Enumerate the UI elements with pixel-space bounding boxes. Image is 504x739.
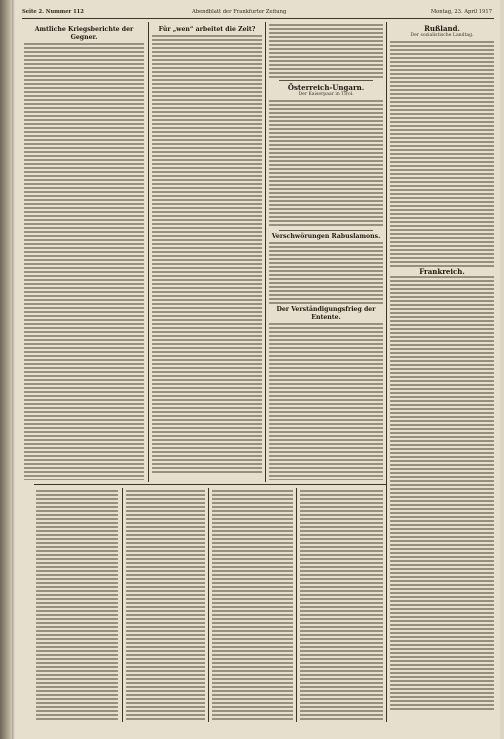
article-text: [269, 24, 383, 78]
article-text: [390, 41, 494, 267]
column-divider: [148, 22, 149, 482]
article-heading: Für „wen“ arbeitet die Zeit?: [158, 26, 256, 33]
article-column-2: [152, 24, 262, 480]
article-text: [24, 43, 144, 480]
section-rule: [279, 80, 373, 81]
binding-spine: [0, 0, 12, 739]
column-divider: [296, 488, 297, 722]
column-divider: [208, 488, 209, 722]
header-rule: [22, 18, 494, 19]
article-heading: Der Verständigungsfrieg der Entente.: [276, 306, 376, 321]
issue-date: Montag, 23. April 1917: [430, 9, 492, 15]
lower-column-4: [300, 490, 383, 722]
article-text: [390, 276, 494, 712]
article-text: [269, 323, 383, 480]
newspaper-title: Abendblatt der Frankfurter Zeitung: [192, 9, 287, 15]
section-rule: [279, 230, 373, 231]
article-column-1: [24, 24, 144, 480]
article-text: [126, 490, 205, 722]
lower-column-3: [212, 490, 293, 722]
column-divider: [265, 22, 266, 482]
article-subheading: Der sozialistische Landtag.: [410, 33, 474, 38]
section-heading: Frankreich.: [419, 267, 465, 276]
article-text: [300, 490, 383, 722]
section-divider: [34, 484, 386, 485]
section-heading: Rußland.: [424, 24, 460, 33]
article-text: [212, 490, 293, 722]
section-heading: Österreich-Ungarn.: [287, 83, 365, 92]
lower-column-2: [126, 490, 205, 722]
article-column-4: [390, 24, 494, 724]
column-divider: [122, 488, 123, 722]
article-subheading: Der Kaiserpaar in Tirol.: [298, 92, 354, 97]
article-column-3: [269, 24, 383, 480]
page-number: Seite 2. Nummer 112: [22, 9, 84, 15]
page-fold-shadow: [12, 0, 15, 739]
article-heading: Amtliche Kriegsberichte der Gegner.: [34, 26, 134, 41]
column-divider: [386, 22, 387, 722]
article-text: [152, 35, 262, 473]
article-heading: Verschwörungen Rabuslamons.: [271, 233, 381, 240]
lower-column-1: [36, 490, 118, 722]
article-text: [269, 242, 383, 304]
article-text: [36, 490, 118, 722]
article-text: [269, 100, 383, 228]
